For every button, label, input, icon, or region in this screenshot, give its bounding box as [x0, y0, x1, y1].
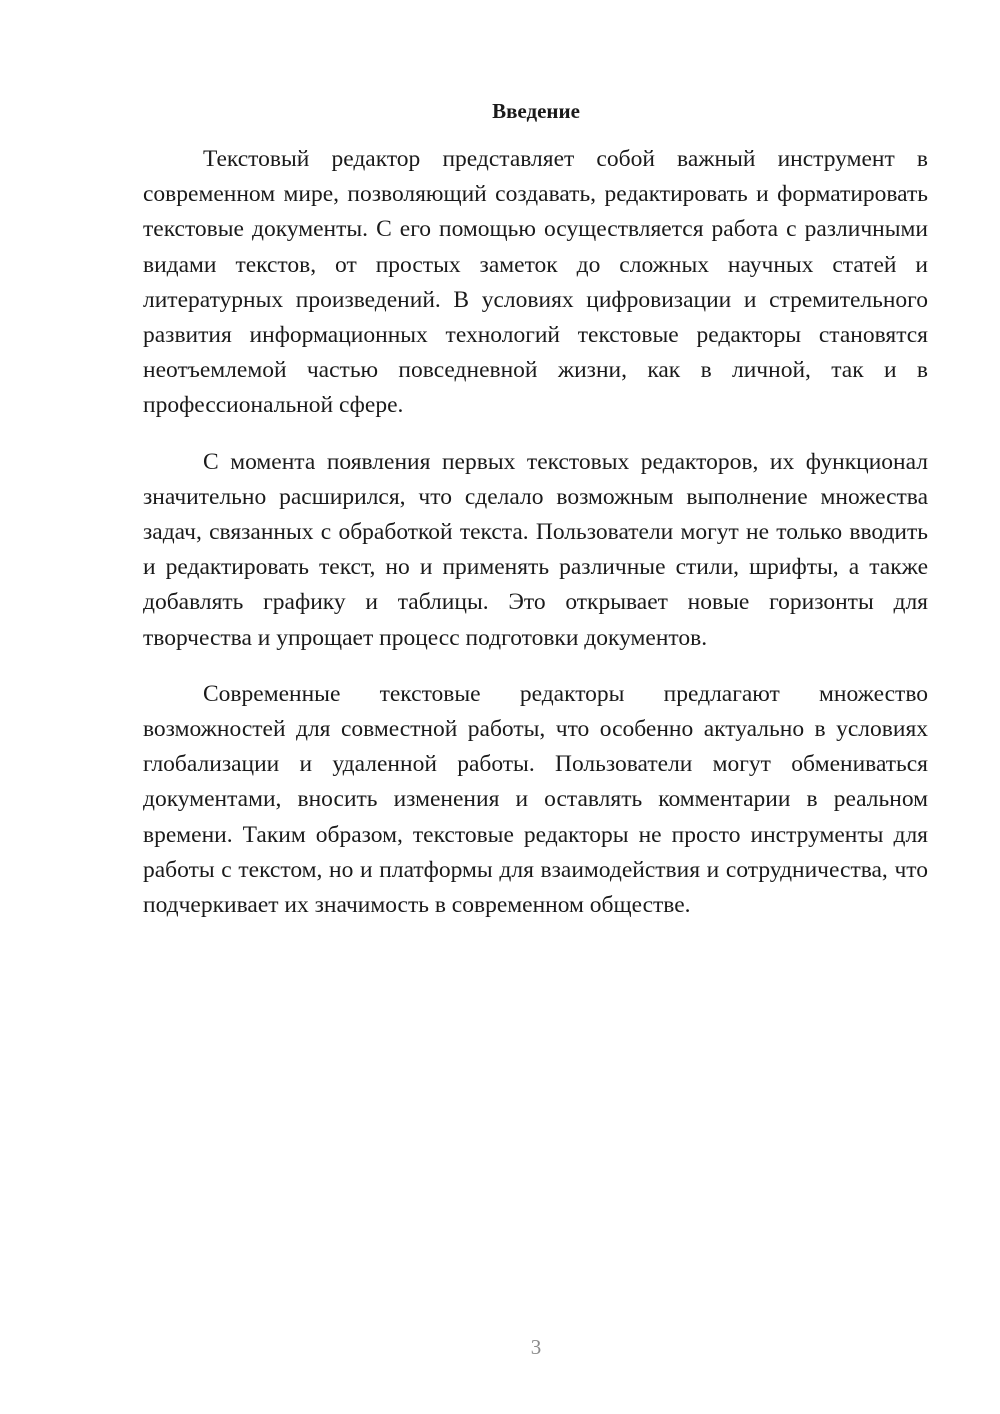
paragraph-1: Текстовый редактор представляет собой важный инструмент в современном мире, позволяющий создавать, редактировать и форматировать текстовые документы. С его помощью осуществляется работа с различными видами текстов, от простых заметок до сложных научных статей и литературных произведений. В условиях цифровизации и стремительного развития информационных технологий текстовые редакторы становятся неотъемлемой частью повседневной жизни, как в личной, так и в профессиональной сфере. — [143, 146, 928, 419]
page-title: Введение — [492, 99, 580, 123]
page-number: 3 — [530, 1335, 542, 1359]
paragraph-2: С момента появления первых текстовых редакторов, их функционал значительно расширился, что сделало возможным выполнение множества задач, связанных с обработкой текста. Пользователи могут не только вводить и редактировать текст, но и применять различные стили, шрифты, а также добавлять графику и таблицы. Это открывает новые горизонты для творчества и упрощает процесс подготовки документов. — [143, 448, 928, 651]
document-body — [143, 142, 928, 944]
paragraph-3: Современные текстовые редакторы предлагают множество возможностей для совместной работы, что особенно актуально в условиях глобализации и удаленной работы. Пользователи могут обмениваться документами, вносить изменения и оставлять комментарии в реальном времени. Таким образом, текстовые редакторы не просто инструменты для работы с текстом, но и платформы для взаимодействия и сотрудничества, что подчеркивает их значимость в современном обществе. — [143, 680, 928, 919]
